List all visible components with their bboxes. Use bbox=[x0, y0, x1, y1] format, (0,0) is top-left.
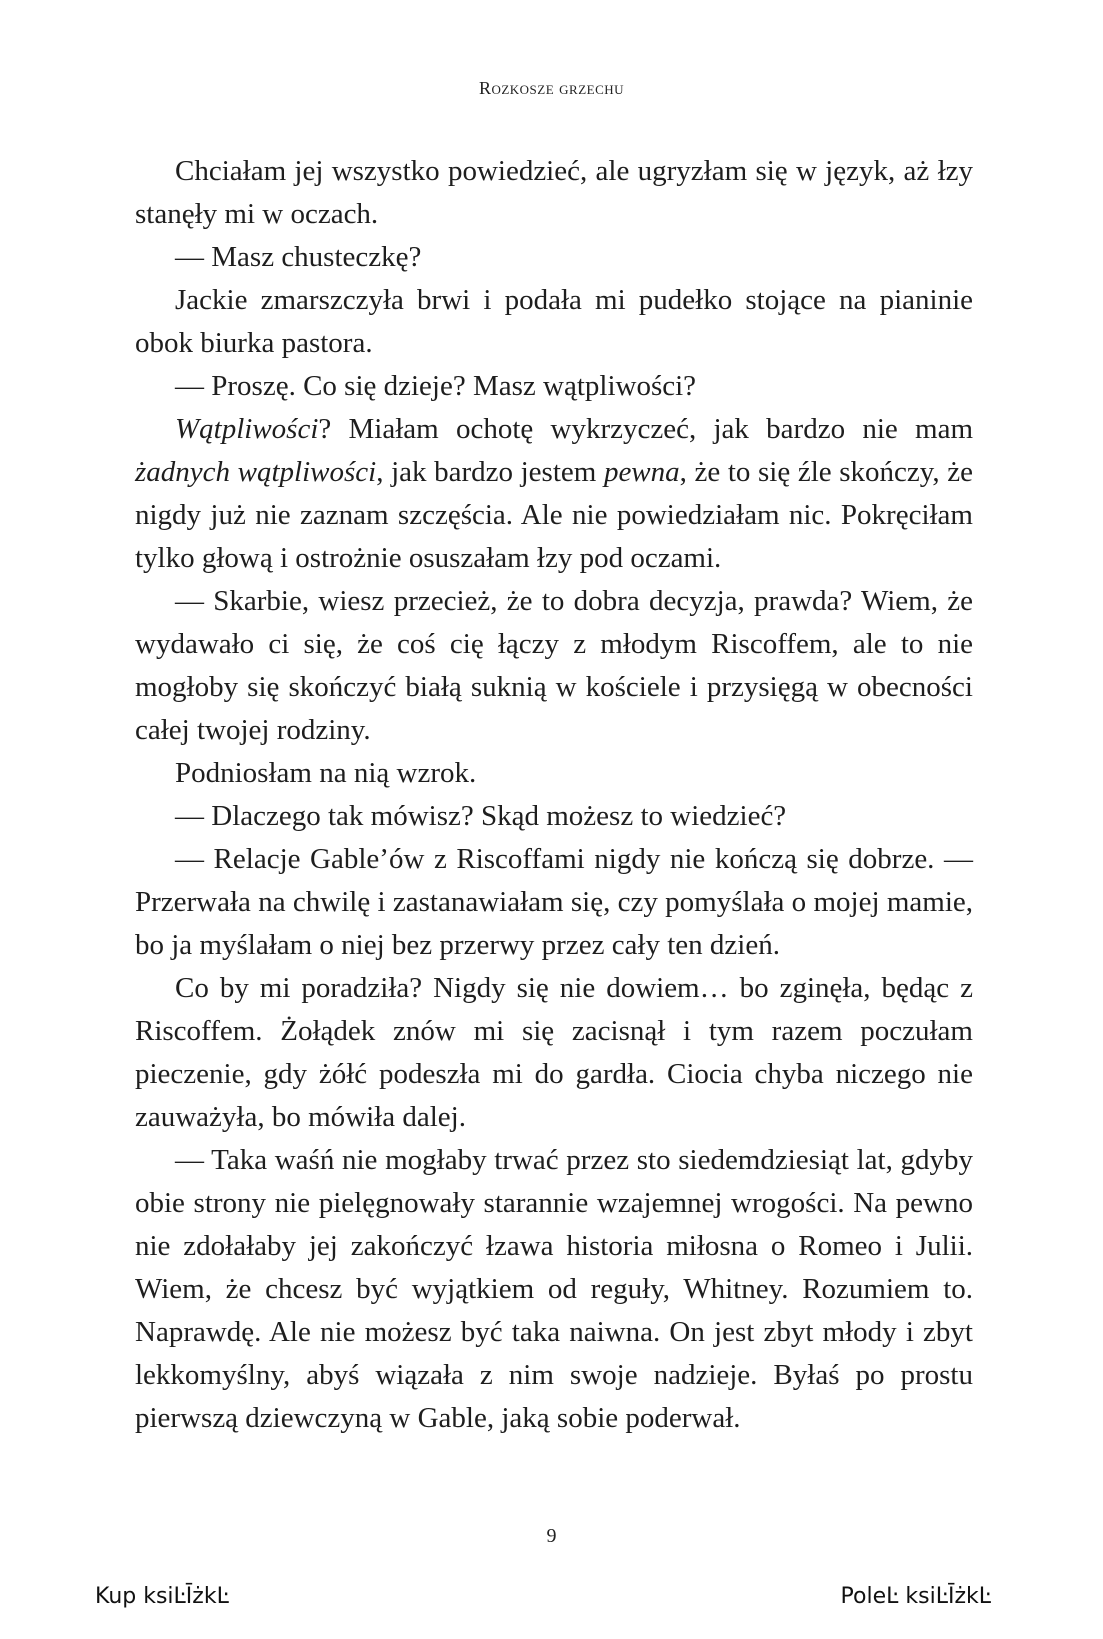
body-text bbox=[135, 150, 973, 1440]
paragraph: — Relacje Gable’ów z Riscoffami nigdy nie kończą się dobrze. — Przerwała na chwilę i zastanawiałam się, czy pomyślała o mojej mamie, bo ja myślałam o niej bez przerwy przez cały ten dzień. bbox=[135, 843, 973, 961]
text-run: ? Miałam ochotę wykrzyczeć, jak bardzo nie mam bbox=[318, 413, 973, 445]
paragraph: Podniosłam na nią wzrok. bbox=[175, 757, 477, 789]
text-run: , jak bardzo jestem bbox=[376, 456, 604, 488]
paragraph: — Dlaczego tak mówisz? Skąd możesz to wiedzieć? bbox=[175, 800, 787, 832]
paragraph: — Skarbie, wiesz przecież, że to dobra decyzja, prawda? Wiem, że wydawało ci się, że coś cię łączy z młodym Riscoffem, ale to nie mogłoby się skończyć białą suknią w kościele i przysięgą w obecności całej twojej rodziny. bbox=[135, 585, 973, 746]
emphasis: pewna bbox=[603, 456, 680, 488]
emphasis: żadnych wątpliwości bbox=[135, 456, 377, 488]
paragraph: — Masz chusteczkę? bbox=[175, 241, 422, 273]
paragraph bbox=[135, 408, 973, 580]
page-number: 9 bbox=[546, 1525, 557, 1547]
paragraph: — Proszę. Co się dzieje? Masz wątpliwości? bbox=[175, 370, 697, 402]
paragraph: Co by mi poradziła? Nigdy się nie dowiem… bo zginęła, będąc z Riscoffem. Żołądek znów mi się zacisnął i tym razem poczułam pieczenie, gdy żółć podeszła mi do gardła. Ciocia chyba niczego nie zauważyła, bo mówiła dalej. bbox=[135, 972, 973, 1133]
recommend-book-link[interactable]: PoleĿ ksiĿĪżkĿ bbox=[840, 1584, 991, 1609]
emphasis: Wątpliwości bbox=[175, 413, 319, 445]
running-head: Rozkosze grzechu bbox=[478, 78, 625, 98]
paragraph: — Taka waśń nie mogłaby trwać przez sto siedemdziesiąt lat, gdyby obie strony nie pielęgnowały starannie wzajemnej wrogości. Na pewno nie zdołałaby jej zakończyć łzawa historia miłosna o Romeo i Julii. Wiem, że chcesz być wyjątkiem od reguły, Whitney. Rozumiem to. Naprawdę. Ale nie możesz być taka naiwna. On jest zbyt młody i zbyt lekkomyślny, abyś wiązała z nim swoje nadzieje. Byłaś po prostu pierwszą dziewczyną w Gable, jaką sobie poderwał. bbox=[135, 1144, 973, 1434]
buy-book-link[interactable]: Kup ksiĿĪżkĿ bbox=[95, 1584, 229, 1609]
text-run: , że to się źle skończy, że nigdy już nie zaznam szczęścia. Ale nie powiedziałam nic. Pokręciłam tylko głową i ostrożnie osuszałam łzy pod oczami. bbox=[135, 456, 973, 574]
paragraph: Chciałam jej wszystko powiedzieć, ale ugryzłam się w język, aż łzy stanęły mi w oczach. bbox=[135, 155, 973, 230]
paragraph: Jackie zmarszczyła brwi i podała mi pudełko stojące na pianinie obok biurka pastora. bbox=[135, 284, 973, 359]
